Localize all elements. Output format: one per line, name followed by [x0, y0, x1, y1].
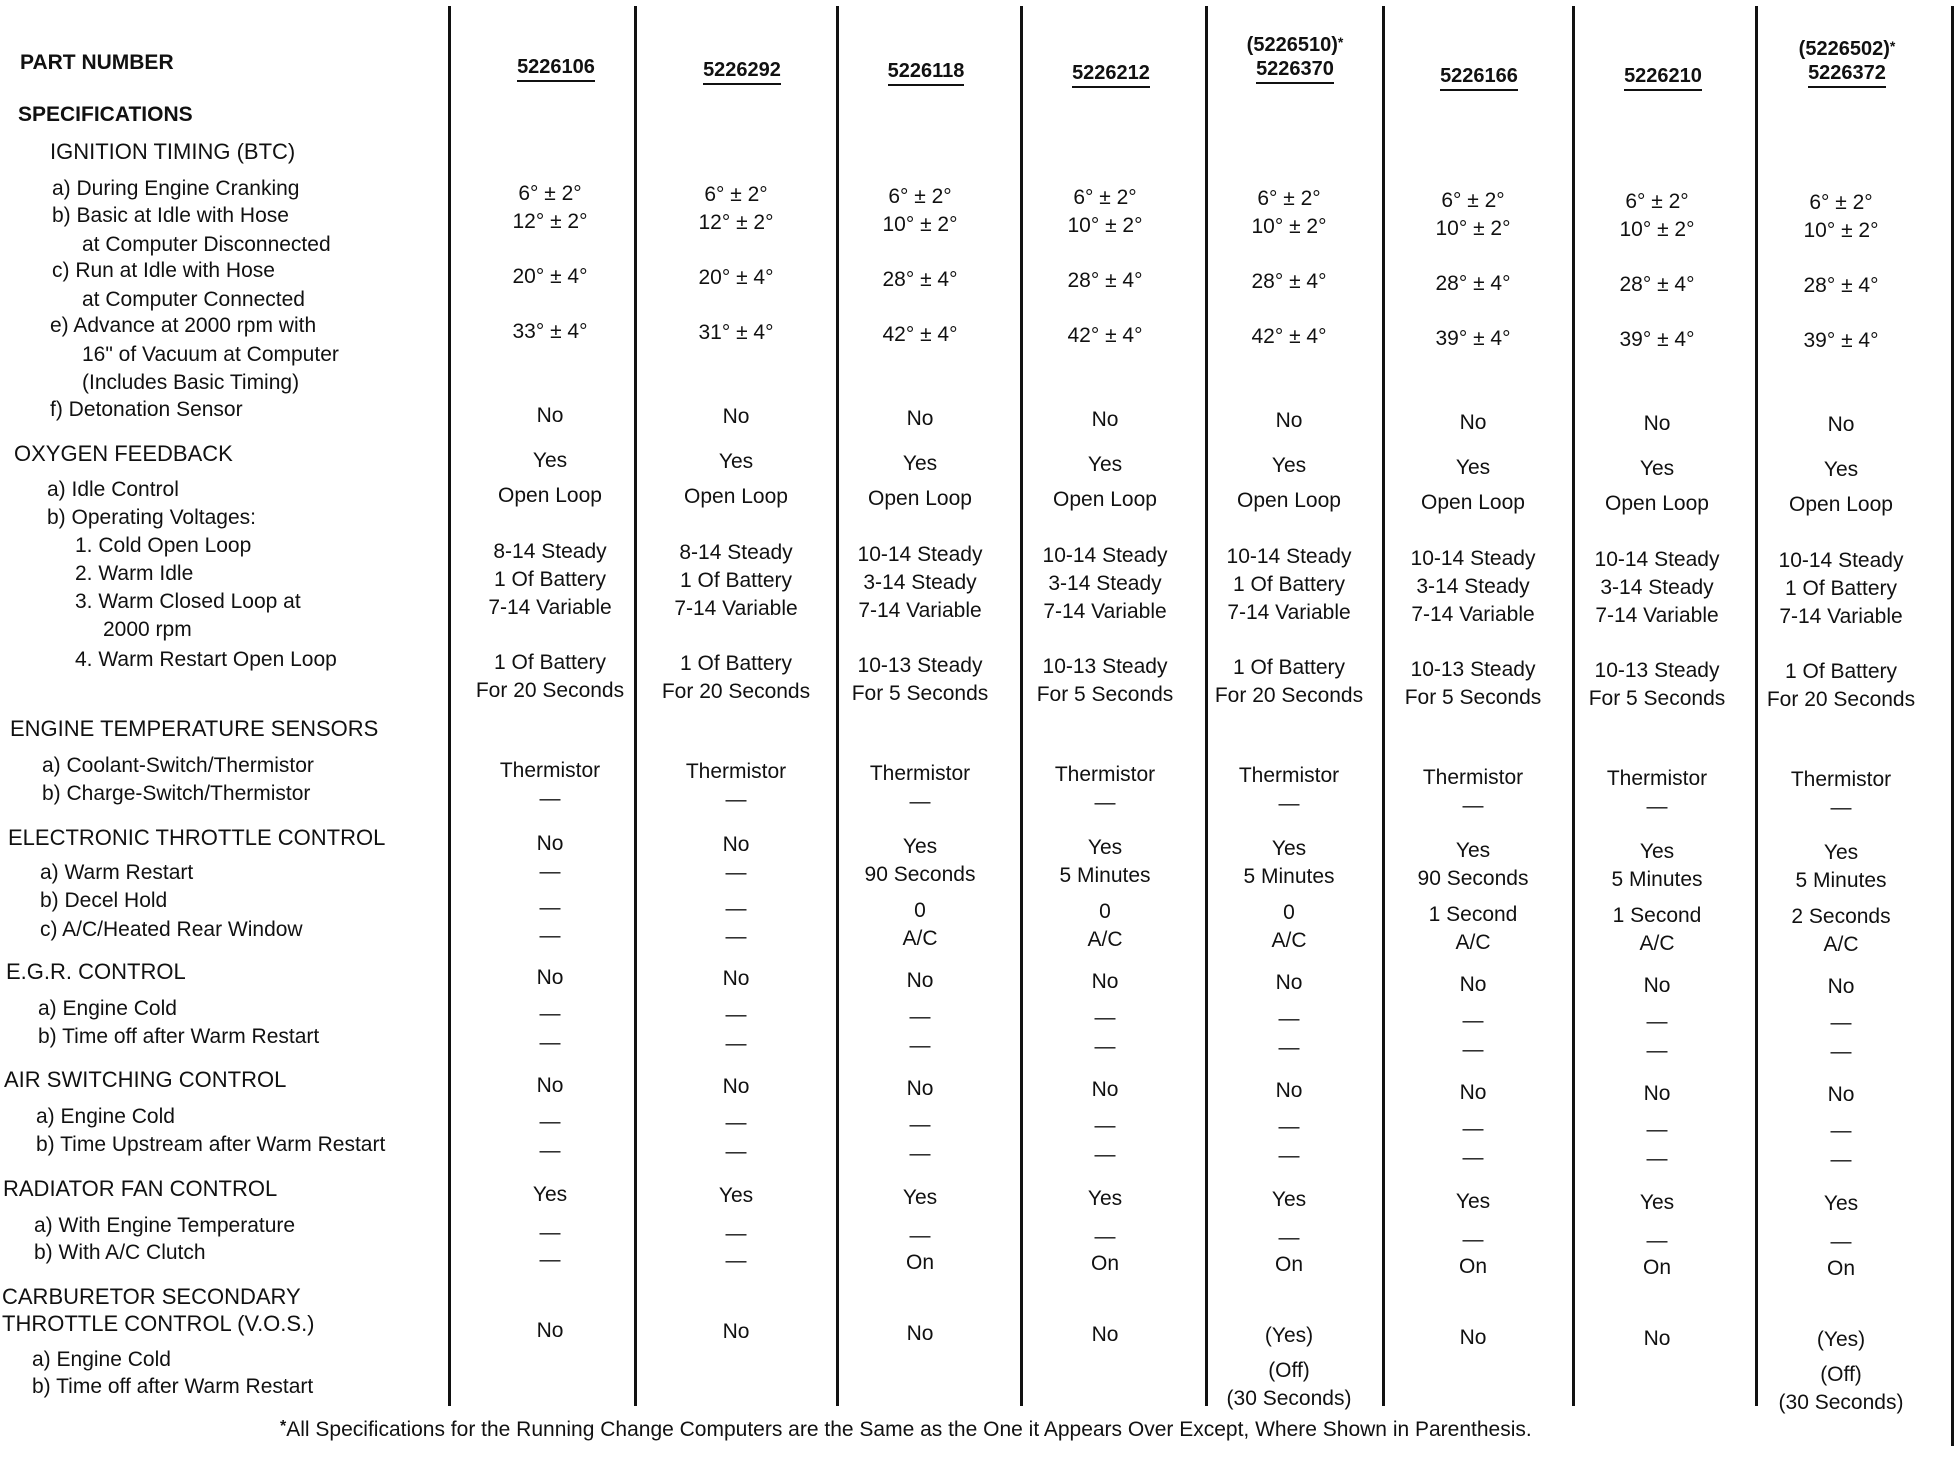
spec-value: Yes: [1823, 1192, 1859, 1215]
spec-value: 39° ± 4°: [1435, 327, 1511, 350]
spec-value: 8-14 Steady: [679, 541, 793, 564]
spec-value: —: [725, 861, 747, 884]
spec-label: at Computer Disconnected: [82, 233, 331, 256]
spec-value: —: [909, 1142, 931, 1165]
spec-value: No: [1643, 412, 1671, 435]
spec-value: No: [722, 967, 750, 990]
spec-label: a) Engine Cold: [32, 1348, 171, 1371]
part-column: [458, 0, 642, 1472]
spec-value: (30 Seconds): [1778, 1391, 1904, 1414]
spec-value: Yes: [1271, 454, 1307, 477]
part-column: [1381, 0, 1565, 1472]
spec-label: 1. Cold Open Loop: [75, 534, 252, 557]
spec-value: —: [1094, 1114, 1116, 1137]
spec-value: 10-13 Steady: [857, 654, 983, 677]
spec-label: 16" of Vacuum at Computer: [82, 343, 339, 366]
spec-value: A/C: [1087, 928, 1123, 951]
spec-value: 42° ± 4°: [1067, 324, 1143, 347]
spec-value: 1 Of Battery: [493, 651, 607, 674]
spec-value: On: [1090, 1252, 1119, 1275]
spec-value: —: [1094, 1006, 1116, 1029]
spec-value: Yes: [532, 449, 568, 472]
spec-value: No: [722, 405, 750, 428]
spec-value: 10-14 Steady: [857, 543, 983, 566]
section-label: IGNITION TIMING (BTC): [50, 139, 296, 164]
spec-label: 4. Warm Restart Open Loop: [75, 648, 337, 671]
running-change-number: (5226502)*: [1798, 38, 1896, 60]
spec-value: 6° ± 2°: [1809, 191, 1873, 214]
spec-value: Open Loop: [1237, 489, 1341, 512]
asterisk: *: [1889, 38, 1896, 54]
spec-value: 7-14 Variable: [1779, 605, 1903, 628]
spec-value: —: [539, 787, 561, 810]
spec-value: 6° ± 2°: [1073, 186, 1137, 209]
spec-value: 90 Seconds: [1417, 867, 1529, 890]
spec-value: No: [1459, 1081, 1487, 1104]
spec-value: —: [1830, 1148, 1852, 1171]
spec-value: —: [1094, 1225, 1116, 1248]
spec-value: Yes: [532, 1183, 568, 1206]
spec-value: —: [725, 925, 747, 948]
spec-value: —: [1462, 1117, 1484, 1140]
spec-value: 10° ± 2°: [1803, 219, 1879, 242]
spec-value: 3-14 Steady: [1416, 575, 1530, 598]
spec-value: No: [906, 407, 934, 430]
section-label: RADIATOR FAN CONTROL: [3, 1176, 278, 1201]
spec-value: —: [1830, 1230, 1852, 1253]
spec-label: a) With Engine Temperature: [34, 1214, 296, 1237]
spec-value: —: [1278, 1226, 1300, 1249]
spec-value: —: [1462, 1146, 1484, 1169]
spec-value: Yes: [1455, 1190, 1491, 1213]
spec-value: Yes: [1823, 458, 1859, 481]
spec-value: Yes: [718, 450, 754, 473]
spec-value: Yes: [1639, 1191, 1675, 1214]
part-number: 5226106: [517, 56, 595, 82]
spec-value: 0: [914, 899, 926, 922]
spec-value: —: [1830, 796, 1852, 819]
spec-value: 1 Of Battery: [1232, 573, 1346, 596]
spec-value: No: [906, 1077, 934, 1100]
spec-value: —: [1462, 1038, 1484, 1061]
spec-value: 1 Of Battery: [1784, 577, 1898, 600]
spec-value: 12° ± 2°: [698, 211, 774, 234]
section-label: THROTTLE CONTROL (V.O.S.): [2, 1311, 315, 1336]
spec-value: 0: [1283, 901, 1295, 924]
spec-value: —: [725, 1249, 747, 1272]
spec-value: 7-14 Variable: [674, 597, 798, 620]
spec-value: —: [1278, 1115, 1300, 1138]
spec-value: 10-14 Steady: [1778, 549, 1904, 572]
spec-value: A/C: [1823, 933, 1859, 956]
spec-value: Yes: [1455, 456, 1491, 479]
spec-value: No: [1091, 408, 1119, 431]
spec-value: Yes: [1087, 836, 1123, 859]
part-column: [828, 0, 1012, 1472]
spec-value: 6° ± 2°: [1625, 190, 1689, 213]
spec-value: No: [1827, 413, 1855, 436]
spec-value: (30 Seconds): [1226, 1387, 1352, 1410]
spec-label: a) Idle Control: [47, 478, 179, 501]
spec-value: No: [536, 966, 564, 989]
spec-value: —: [539, 896, 561, 919]
spec-label: (Includes Basic Timing): [82, 371, 300, 394]
spec-value: 2 Seconds: [1791, 905, 1891, 928]
part-column: [644, 0, 828, 1472]
spec-value: 1 Second: [1428, 903, 1518, 926]
spec-value: —: [1094, 791, 1116, 814]
spec-value: 7-14 Variable: [1595, 604, 1719, 627]
spec-value: —: [1094, 1143, 1116, 1166]
spec-label: b) Charge-Switch/Thermistor: [42, 782, 311, 805]
spec-value: Yes: [902, 1186, 938, 1209]
spec-value: 20° ± 4°: [512, 265, 588, 288]
spec-value: 10° ± 2°: [882, 213, 958, 236]
spec-value: 5 Minutes: [1243, 865, 1335, 888]
spec-value: For 5 Seconds: [1036, 683, 1174, 706]
spec-value: Yes: [718, 1184, 754, 1207]
spec-value: 33° ± 4°: [512, 320, 588, 343]
part-number: 5226372: [1808, 62, 1886, 88]
spec-value: 6° ± 2°: [704, 183, 768, 206]
spec-value: Yes: [902, 452, 938, 475]
part-number: 5226210: [1624, 65, 1702, 91]
spec-value: On: [905, 1251, 934, 1274]
spec-value: 3-14 Steady: [1048, 572, 1162, 595]
spec-value: 10-14 Steady: [1410, 547, 1536, 570]
spec-value: No: [536, 832, 564, 855]
spec-value: 10-13 Steady: [1042, 655, 1168, 678]
spec-value: Open Loop: [868, 487, 972, 510]
spec-value: (Off): [1820, 1363, 1862, 1386]
spec-value: Thermistor: [499, 759, 601, 782]
spec-value: —: [539, 924, 561, 947]
spec-value: For 5 Seconds: [851, 682, 989, 705]
spec-value: —: [909, 1113, 931, 1136]
spec-value: No: [1091, 970, 1119, 993]
spec-label: a) Warm Restart: [40, 861, 194, 884]
spec-value: —: [1646, 1039, 1668, 1062]
spec-label: a) During Engine Cranking: [52, 177, 300, 200]
spec-value: (Off): [1268, 1359, 1310, 1382]
spec-value: 6° ± 2°: [888, 185, 952, 208]
spec-value: Open Loop: [1421, 491, 1525, 514]
spec-value: —: [725, 1111, 747, 1134]
part-number: 5226118: [888, 60, 965, 86]
spec-label: a) Coolant-Switch/Thermistor: [42, 754, 314, 777]
spec-value: 28° ± 4°: [1251, 270, 1327, 293]
part-column: [1013, 0, 1197, 1472]
spec-value: A/C: [1455, 931, 1491, 954]
spec-label: c) Run at Idle with Hose: [52, 259, 275, 282]
spec-value: Thermistor: [1790, 768, 1892, 791]
spec-value: —: [725, 897, 747, 920]
specifications-label: SPECIFICATIONS: [18, 103, 193, 126]
spec-value: —: [1094, 1035, 1116, 1058]
spec-value: 5 Minutes: [1795, 869, 1887, 892]
spec-label: a) Engine Cold: [36, 1105, 175, 1128]
spec-value: 3-14 Steady: [1600, 576, 1714, 599]
spec-value: Yes: [1639, 840, 1675, 863]
spec-value: —: [539, 1139, 561, 1162]
spec-label: b) With A/C Clutch: [34, 1241, 206, 1264]
spec-value: No: [1459, 1326, 1487, 1349]
spec-value: —: [539, 860, 561, 883]
part-column: [1197, 0, 1381, 1472]
spec-value: On: [1458, 1255, 1487, 1278]
spec-value: No: [536, 1319, 564, 1342]
spec-label: f) Detonation Sensor: [50, 398, 243, 421]
spec-value: 42° ± 4°: [1251, 325, 1327, 348]
part-column: [1565, 0, 1749, 1472]
section-label: AIR SWITCHING CONTROL: [4, 1067, 287, 1092]
spec-label: b) Basic at Idle with Hose: [52, 204, 289, 227]
spec-value: —: [909, 1224, 931, 1247]
spec-value: 1 Of Battery: [1232, 656, 1346, 679]
spec-value: A/C: [1271, 929, 1307, 952]
spec-value: 10-14 Steady: [1226, 545, 1352, 568]
spec-value: On: [1274, 1253, 1303, 1276]
footnote: [280, 1418, 1532, 1442]
spec-value: —: [1646, 1118, 1668, 1141]
spec-value: Open Loop: [684, 485, 788, 508]
spec-value: 5 Minutes: [1059, 864, 1151, 887]
spec-value: Yes: [1455, 839, 1491, 862]
spec-value: —: [909, 1005, 931, 1028]
spec-label: b) Operating Voltages:: [47, 506, 256, 529]
spec-value: 6° ± 2°: [1441, 189, 1505, 212]
spec-value: No: [1091, 1078, 1119, 1101]
section-label: OXYGEN FEEDBACK: [14, 441, 233, 466]
spec-label: 3. Warm Closed Loop at: [75, 590, 301, 613]
spec-value: 5 Minutes: [1611, 868, 1703, 891]
part-number-label: PART NUMBER: [20, 51, 174, 74]
spec-value: 28° ± 4°: [1619, 273, 1695, 296]
spec-value: 10-14 Steady: [1042, 544, 1168, 567]
spec-value: 1 Of Battery: [679, 569, 793, 592]
spec-label: b) Time off after Warm Restart: [32, 1375, 314, 1398]
spec-value: No: [1643, 1082, 1671, 1105]
spec-value: Open Loop: [1053, 488, 1157, 511]
spec-label: a) Engine Cold: [38, 997, 177, 1020]
spec-value: Thermistor: [1606, 767, 1708, 790]
spec-value: Open Loop: [1605, 492, 1709, 515]
spec-value: 39° ± 4°: [1803, 329, 1879, 352]
spec-value: Yes: [1639, 457, 1675, 480]
spec-label: 2. Warm Idle: [75, 562, 194, 585]
column-rule: [448, 6, 451, 1406]
spec-value: —: [1646, 1147, 1668, 1170]
spec-value: —: [539, 1002, 561, 1025]
spec-value: Thermistor: [1422, 766, 1524, 789]
spec-value: On: [1826, 1257, 1855, 1280]
spec-value: Open Loop: [1789, 493, 1893, 516]
part-number: 5226166: [1440, 65, 1518, 91]
spec-value: No: [1275, 971, 1303, 994]
spec-value: 1 Of Battery: [493, 568, 607, 591]
spec-value: 10° ± 2°: [1067, 214, 1143, 237]
spec-value: Thermistor: [685, 760, 787, 783]
spec-value: —: [1830, 1040, 1852, 1063]
spec-label: b) Time Upstream after Warm Restart: [36, 1133, 386, 1156]
spec-value: 10° ± 2°: [1251, 215, 1327, 238]
spec-value: —: [725, 1222, 747, 1245]
spec-value: 7-14 Variable: [1043, 600, 1167, 623]
part-number: 5226292: [703, 59, 781, 85]
spec-value: —: [909, 790, 931, 813]
spec-value: Yes: [1087, 453, 1123, 476]
spec-value: —: [1278, 1036, 1300, 1059]
spec-value: —: [1830, 1011, 1852, 1034]
spec-value: Yes: [1271, 837, 1307, 860]
spec-value: No: [1643, 974, 1671, 997]
spec-value: No: [1827, 975, 1855, 998]
asterisk: *: [280, 1418, 287, 1435]
spec-value: 42° ± 4°: [882, 323, 958, 346]
spec-value: Yes: [1823, 841, 1859, 864]
spec-value: —: [539, 1031, 561, 1054]
spec-value: —: [1278, 1007, 1300, 1030]
part-column: [1749, 0, 1933, 1472]
spec-value: —: [725, 1003, 747, 1026]
column-rule: [1951, 6, 1954, 1446]
section-label: CARBURETOR SECONDARY: [2, 1284, 301, 1309]
spec-value: —: [725, 1140, 747, 1163]
spec-value: 8-14 Steady: [493, 540, 607, 563]
spec-value: 28° ± 4°: [1803, 274, 1879, 297]
spec-value: No: [1827, 1083, 1855, 1106]
spec-value: —: [1462, 1228, 1484, 1251]
footnote-text: All Specifications for the Running Change Computers are the Same as the One it Appears Over Except, Where Shown in Parenthesis.: [286, 1418, 1532, 1441]
spec-value: No: [1275, 409, 1303, 432]
spec-value: For 20 Seconds: [475, 679, 625, 702]
spec-value: (Yes): [1816, 1328, 1866, 1351]
spec-value: No: [536, 1074, 564, 1097]
spec-value: No: [722, 1075, 750, 1098]
spec-value: 1 Of Battery: [1784, 660, 1898, 683]
part-number: 5226370: [1256, 58, 1334, 84]
spec-value: 6° ± 2°: [1257, 187, 1321, 210]
spec-value: —: [1646, 795, 1668, 818]
spec-value: —: [1278, 1144, 1300, 1167]
spec-value: No: [1275, 1079, 1303, 1102]
spec-value: 31° ± 4°: [698, 321, 774, 344]
spec-value: —: [725, 1032, 747, 1055]
spec-value: 1 Second: [1612, 904, 1702, 927]
spec-value: 7-14 Variable: [488, 596, 612, 619]
spec-value: No: [722, 833, 750, 856]
asterisk: *: [1337, 34, 1344, 50]
spec-value: Thermistor: [1238, 764, 1340, 787]
spec-value: 20° ± 4°: [698, 266, 774, 289]
spec-label: b) Decel Hold: [40, 889, 168, 912]
spec-value: —: [909, 1034, 931, 1057]
spec-value: —: [1278, 792, 1300, 815]
running-change-number: (5226510)*: [1246, 34, 1344, 56]
spec-value: —: [1646, 1229, 1668, 1252]
spec-value: —: [539, 1221, 561, 1244]
spec-value: —: [539, 1248, 561, 1271]
spec-value: For 5 Seconds: [1404, 686, 1542, 709]
spec-value: —: [725, 788, 747, 811]
spec-value: 7-14 Variable: [1411, 603, 1535, 626]
spec-value: Yes: [902, 835, 938, 858]
spec-value: No: [536, 404, 564, 427]
section-label: ELECTRONIC THROTTLE CONTROL: [8, 825, 386, 850]
spec-label: at Computer Connected: [82, 288, 305, 311]
spec-value: No: [1459, 411, 1487, 434]
spec-value: 7-14 Variable: [1227, 601, 1351, 624]
spec-value: For 5 Seconds: [1588, 687, 1726, 710]
spec-value: 10° ± 2°: [1435, 217, 1511, 240]
spec-label: c) A/C/Heated Rear Window: [40, 918, 303, 941]
spec-value: Thermistor: [1054, 763, 1156, 786]
spec-value: No: [1091, 1323, 1119, 1346]
spec-value: 10-14 Steady: [1594, 548, 1720, 571]
spec-value: —: [1462, 794, 1484, 817]
spec-value: Yes: [1271, 1188, 1307, 1211]
spec-label: b) Time off after Warm Restart: [38, 1025, 320, 1048]
spec-value: 7-14 Variable: [858, 599, 982, 622]
spec-value: Thermistor: [869, 762, 971, 785]
spec-value: (Yes): [1264, 1324, 1314, 1347]
spec-value: 10-13 Steady: [1594, 659, 1720, 682]
section-label: ENGINE TEMPERATURE SENSORS: [10, 716, 379, 741]
spec-value: 10-13 Steady: [1410, 658, 1536, 681]
spec-value: —: [539, 1110, 561, 1133]
spec-value: For 20 Seconds: [661, 680, 811, 703]
spec-value: 28° ± 4°: [1067, 269, 1143, 292]
spec-value: 10° ± 2°: [1619, 218, 1695, 241]
spec-value: 28° ± 4°: [1435, 272, 1511, 295]
spec-label: e) Advance at 2000 rpm with: [50, 314, 317, 337]
spec-value: 3-14 Steady: [863, 571, 977, 594]
spec-label: 2000 rpm: [103, 618, 192, 641]
spec-value: No: [1459, 973, 1487, 996]
spec-value: 39° ± 4°: [1619, 328, 1695, 351]
spec-value: Yes: [1087, 1187, 1123, 1210]
spec-value: 12° ± 2°: [512, 210, 588, 233]
spec-value: A/C: [1639, 932, 1675, 955]
spec-value: 90 Seconds: [864, 863, 976, 886]
spec-value: No: [722, 1320, 750, 1343]
spec-value: 28° ± 4°: [882, 268, 958, 291]
spec-value: No: [906, 1322, 934, 1345]
spec-value: A/C: [902, 927, 938, 950]
spec-value: 6° ± 2°: [518, 182, 582, 205]
part-number: 5226212: [1072, 62, 1150, 88]
spec-value: On: [1642, 1256, 1671, 1279]
section-label: E.G.R. CONTROL: [6, 959, 186, 984]
spec-value: For 20 Seconds: [1766, 688, 1916, 711]
spec-value: —: [1462, 1009, 1484, 1032]
spec-value: —: [1646, 1010, 1668, 1033]
spec-value: 0: [1099, 900, 1111, 923]
spec-value: No: [906, 969, 934, 992]
spec-value: 1 Of Battery: [679, 652, 793, 675]
spec-value: Open Loop: [498, 484, 602, 507]
spec-value: —: [1830, 1119, 1852, 1142]
spec-value: No: [1643, 1327, 1671, 1350]
spec-value: For 20 Seconds: [1214, 684, 1364, 707]
